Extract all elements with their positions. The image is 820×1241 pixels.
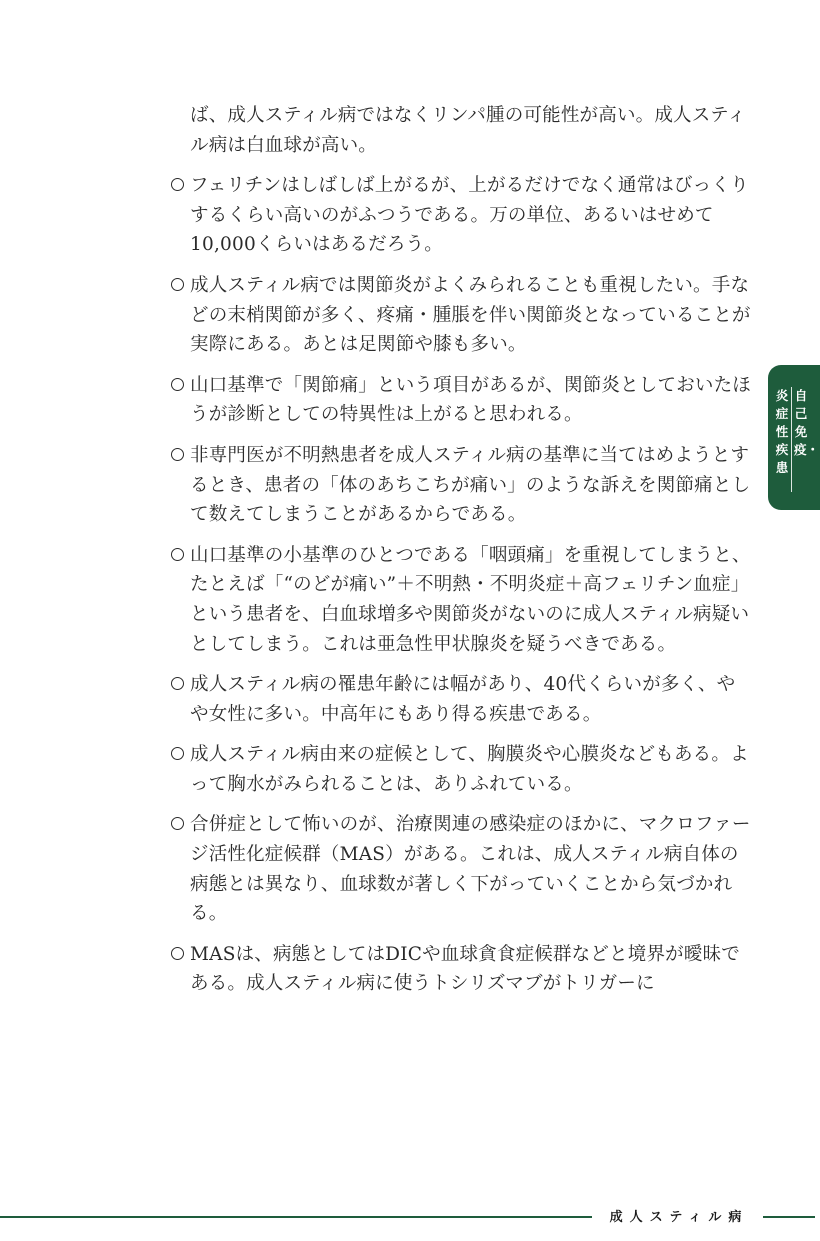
running-footer-title: 成人スティル病 (609, 1210, 749, 1225)
paragraph-1 (171, 101, 751, 160)
paragraph-text: 成人スティル病では関節炎がよくみられることも重視したい。手などの末梢関節が多く、疼痛・腫脹を伴い関節炎となっていることが実際にある。あとは足関節や膝も多い。 (190, 274, 751, 356)
footer-rule-left (0, 1216, 592, 1218)
paragraph-4 (171, 371, 751, 430)
paragraph-text: 山口基準で「関節痛」という項目があるが、関節炎としておいたほうが診断としての特異性は上がると思われる。 (190, 374, 752, 426)
side-tab-column-1: 自己免疫・ (794, 388, 820, 457)
paragraph-text: 成人スティル病の罹患年齢には幅があり、40代くらいが多く、やや女性に多い。中高年にもあり得る疾患である。 (190, 674, 736, 725)
circle-bullet-icon (171, 817, 184, 830)
circle-bullet-icon (171, 947, 184, 960)
paragraph-text: MASは、病態としてはDICや血球貪食症候群などと境界が曖昧である。成人スティル病に使うトシリズマブがトリガーに (190, 943, 740, 995)
chapter-side-tab (768, 365, 820, 510)
circle-bullet-icon (171, 548, 184, 561)
paragraph-8 (171, 740, 751, 799)
circle-bullet-icon (171, 747, 184, 760)
footer-rule-right (763, 1216, 815, 1218)
body-text (171, 101, 751, 1010)
circle-bullet-icon (171, 378, 184, 391)
paragraph-2 (171, 171, 751, 260)
paragraph-5 (171, 441, 751, 530)
side-tab-column-2: 炎症性疾患 (775, 388, 789, 475)
paragraph-text: フェリチンはしばしば上がるが、上がるだけでなく通常はびっくりするくらい高いのがふつうである。万の単位、あるいはせめて10,000くらいはあるだろう。 (190, 175, 749, 256)
paragraph-6 (171, 541, 751, 659)
paragraph-text: 非専門医が不明熱患者を成人スティル病の基準に当てはめようとするとき、患者の「体のあちこちが痛い」のような訴えを関節痛として数えてしまうことがあるからである。 (190, 444, 751, 526)
paragraph-10 (171, 940, 751, 999)
side-tab-divider (791, 387, 792, 492)
circle-bullet-icon (171, 178, 184, 191)
paragraph-text: 山口基準の小基準のひとつである「咽頭痛」を重視してしまうと、たとえば「“のどが痛い”＋不明熱・不明炎症＋高フェリチン血症」という患者を、白血球増多や関節炎がないのに成人スティル病疑いとしてしまう。これは亜急性甲状腺炎を疑うべきである。 (190, 544, 751, 655)
circle-bullet-icon (171, 278, 184, 291)
circle-bullet-icon (171, 448, 184, 461)
paragraph-text: ば、成人スティル病ではなくリンパ腫の可能性が高い。成人スティル病は白血球が高い。 (190, 105, 747, 156)
paragraph-text: 合併症として怖いのが、治療関連の感染症のほかに、マクロファージ活性化症候群（MAS）がある。これは、成人スティル病自体の病態とは異なり、血球数が著しく下がっていくことから気づかれる。 (190, 814, 751, 925)
paragraph-3 (171, 271, 751, 360)
circle-bullet-icon (171, 677, 184, 690)
paragraph-9 (171, 810, 751, 928)
paragraph-text: 成人スティル病由来の症候として、胸膜炎や心膜炎などもある。よって胸水がみられることは、ありふれている。 (190, 744, 749, 795)
paragraph-7 (171, 670, 751, 729)
